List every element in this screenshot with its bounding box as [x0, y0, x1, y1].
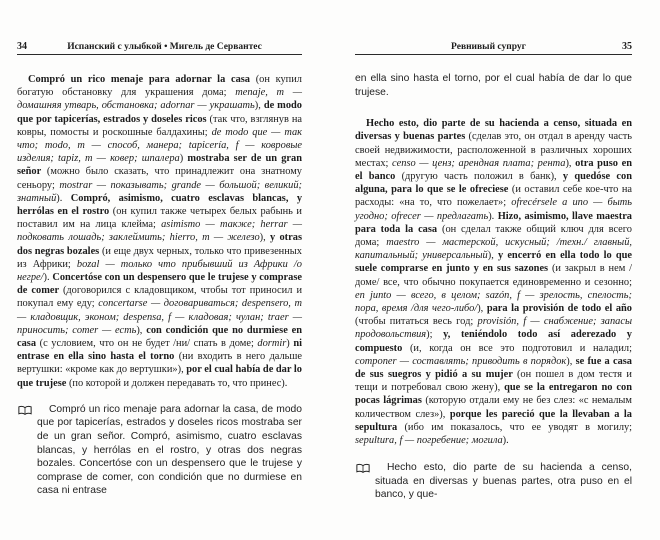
right-page [355, 0, 632, 540]
right-header-title: Ревнивый супруг [451, 42, 526, 52]
right-page-header [355, 41, 632, 55]
right-plain-text: Hecho esto, dio parte de su hacienda a censo, situada en diversas y buenas partes, otra puso en el banco, y que- [375, 462, 632, 501]
left-page [17, 0, 302, 540]
left-header-title: Испанский с улыбкой • Мигель де Сервантес [67, 42, 262, 52]
left-plain-text: Compró un rico menaje para adornar la casa, de modo que por tapicerías, estrados y doseles ricos mostraba ser de un gran señor. Compró, asimismo, cuatro esclavas blancas, y herrólas en el rostro, y otras dos negras bozales. Concertóse con un despensero que le trujese y comprase de comer, con condición que no durmiese en casa ni entrase [37, 403, 302, 497]
open-book-icon [18, 405, 32, 416]
left-page-number: 34 [17, 41, 27, 52]
right-plain-text-block [355, 461, 632, 502]
continuation-paragraph: en ella sino hasta el torno, por el cual había de dar lo que trujese. [355, 73, 632, 98]
left-main-paragraph: Compró un rico menaje para adornar la casa (он купил богатую обстановку для украшения дома; menaje, m — домашняя утварь, обстановка; adornar — украшать), de modo que por tapicerías, estrados y doseles ricos (так что, взглянув на ковры, помосты и роскошные балдахины; de modo que — так что; modo, m — способ, манера; tapicería, f — ковровые изделия; tapiz, m — ковер; шпалера) mostraba ser de un gran señor (можно было сказать, что принадлежит она знатному сеньору; mostrar — показывать; grande — большой; великий; знатный). Compró, asimismo, cuatro esclavas blancas, y herrólas en el rostro (он купил также четырех белых рабынь и поставил им на лица клейма; asimismo — также; herrar — подковать лошадь; заклеймить; hierro, m — железо), y otras dos negras bozales (и еще двух черных, только что привезенных из Африки; bozal — только что прибывший из Африки /о негре/). Concertóse con un despensero que le trujese y comprase de comer (договорился с кладовщиком, чтобы тот приносил и покупал ему еду; concertarse — договариваться; despensero, m — кладовщик, эконом; despensa, f — кладовая; чулан; traer — приносить; comer — есть), con condición que no durmiese en casa (с условием, что он не будет /ни/ спать в доме; dormir) ni entrase en ella sino hasta el torno (ни входить в него дальше вертушки: «кроме как до вертушки»), por el cual había de dar lo que trujese (по которой и должен передавать то, что принес). [17, 74, 303, 389]
left-plain-text-block [17, 403, 302, 498]
open-book-icon [356, 463, 370, 474]
right-main-paragraph: Hecho esto, dio parte de su hacienda a censo, situada en diversas y buenas partes (сделав это, он отдал в аренду часть своей недвижимости, расположенной в различных хороших местах; censo — ценз; арендная плата; рента), otra puso en el banco (другую часть положил в банк), y quedóse con alguna, para lo que se le ofreciese (и оставил себе кое-что на расходы: «на то, что пожелает»; ofrecérsele a uno — быть угодно; ofrecer — предлагать). Hizo, asimismo, llave maestra para toda la casa (он сделал также общий ключ для всего дома; maestro — мастерской, искусный; /техн./ главный, капитальный; универсальный), y encerró en ella todo lo que suele comprarse en junto y en sus sazones (и закрыл в нем /доме/ все, что обычно покупается единовременно и сезонно; en junto — всего, в целом; sazón, f — зрелость, спелость; пора, время /для чего-либо/), para la provisión de todo el año (чтобы питаться весь год; provisión, f — снабжение; запасы продовольствия); y, teniéndolo todo así aderezado y compuesto (и, когда он все это подготовил и наладил; componer — составлять; приводить в порядок), se fue a casa de sus suegros y pidió a su mujer (он пошел в дом тестя и тещи и потребовал свою жену), que se la entregaron no con pocas lágrimas (которую отдали ему не без слез: «с немалым количеством слез»), porque les pareció que la llevaban a la sepultura (ибо им показалось, что ее уводят в могилу; sepultura, f — погребение; могила). [355, 118, 633, 447]
right-page-number: 35 [622, 41, 632, 52]
left-page-header [17, 41, 302, 55]
